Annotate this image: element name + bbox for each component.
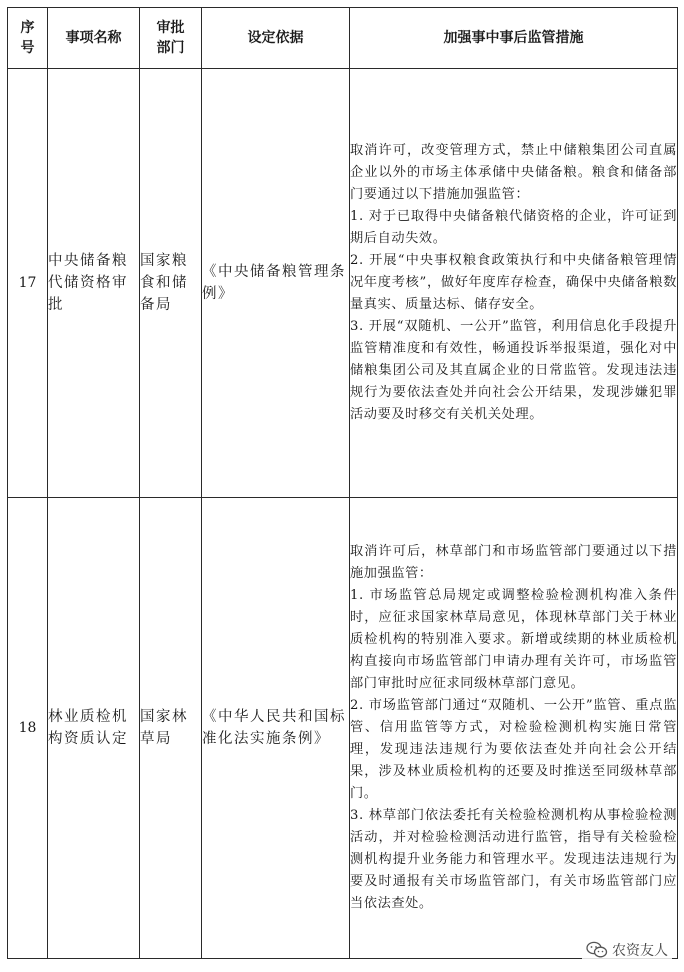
row-basis: 《中华人民共和国标准化法实施条例》 (202, 498, 350, 959)
header-name-label: 事项名称 (65, 30, 122, 46)
header-seq-label: 序 号 (20, 20, 35, 56)
measure-paragraph: 取消许可，改变管理方式，禁止中储粮集团公司直属企业以外的市场主体承储中央储备粮。粮食和储备部门要通过以下措施加强监管： (350, 143, 677, 202)
measure-paragraph: 3. 林草部门依法委托有关检验检测机构从事检验检测活动，并对检验检测活动进行监管，指导有关检验检测机构提升业务能力和管理水平。发现违法违规行为要及时通报有关市场监管部门，有关市场监管部门应当依法查处。 (350, 808, 677, 911)
header-measures-label: 加强事中事后监管措施 (443, 30, 584, 46)
row-measures (350, 69, 678, 498)
header-seq (8, 8, 48, 69)
row-seq: 17 (8, 69, 48, 498)
wechat-icon (586, 941, 608, 959)
row-department: 国家林草局 (140, 498, 202, 959)
measure-paragraph: 2. 开展“中央事权粮食政策执行和中央储备粮管理情况年度考核”，做好年度库存检查，确保中央储备粮数量真实、质量达标、储存安全。 (350, 253, 677, 312)
measure-paragraph: 1. 市场监管总局规定或调整检验检测机构准入条件时，应征求国家林草局意见，体现林草部门关于林业质检机构的特别准入要求。新增或续期的林业质检机构直接向市场监管部门申请办理有关许可，市场监管部门审批时应征求同级林草部门意见。 (350, 588, 677, 691)
header-dept-label: 审批 部门 (156, 20, 185, 56)
row-item-name: 林业质检机构资质认定 (48, 498, 140, 959)
table-row (8, 69, 678, 498)
watermark-text: 农资友人 (612, 943, 668, 959)
header-basis (202, 8, 350, 69)
row-seq: 18 (8, 498, 48, 959)
header-basis-label: 设定依据 (247, 30, 304, 46)
table-row (8, 498, 678, 959)
measure-paragraph: 取消许可后，林草部门和市场监管部门要通过以下措施加强监管： (350, 544, 677, 581)
header-name (48, 8, 140, 69)
watermark (582, 938, 672, 962)
header-row (8, 8, 678, 69)
measure-paragraph: 1. 对于已取得中央储备粮代储资格的企业，许可证到期后自动失效。 (350, 209, 677, 246)
header-dept (140, 8, 202, 69)
row-measures (350, 498, 678, 959)
header-measures (350, 8, 678, 69)
row-department: 国家粮食和储备局 (140, 69, 202, 498)
measure-paragraph: 3. 开展“双随机、一公开”监管，利用信息化手段提升监管精准度和有效性，畅通投诉举报渠道，强化对中储粮集团公司及其直属企业的日常监管。发现违法违规行为要依法查处并向社会公开结果，发现涉嫌犯罪活动要及时移交有关机关处理。 (350, 319, 677, 422)
row-item-name: 中央储备粮代储资格审批 (48, 69, 140, 498)
measure-paragraph: 2. 市场监管部门通过“双随机、一公开”监管、重点监管、信用监管等方式，对检验检测机构实施日常管理，发现违法违规行为要依法查处并向社会公开结果，涉及林业质检机构的还要及时推送至同级林草部门。 (350, 698, 677, 801)
regulation-table (7, 7, 678, 959)
row-basis: 《中央储备粮管理条例》 (202, 69, 350, 498)
